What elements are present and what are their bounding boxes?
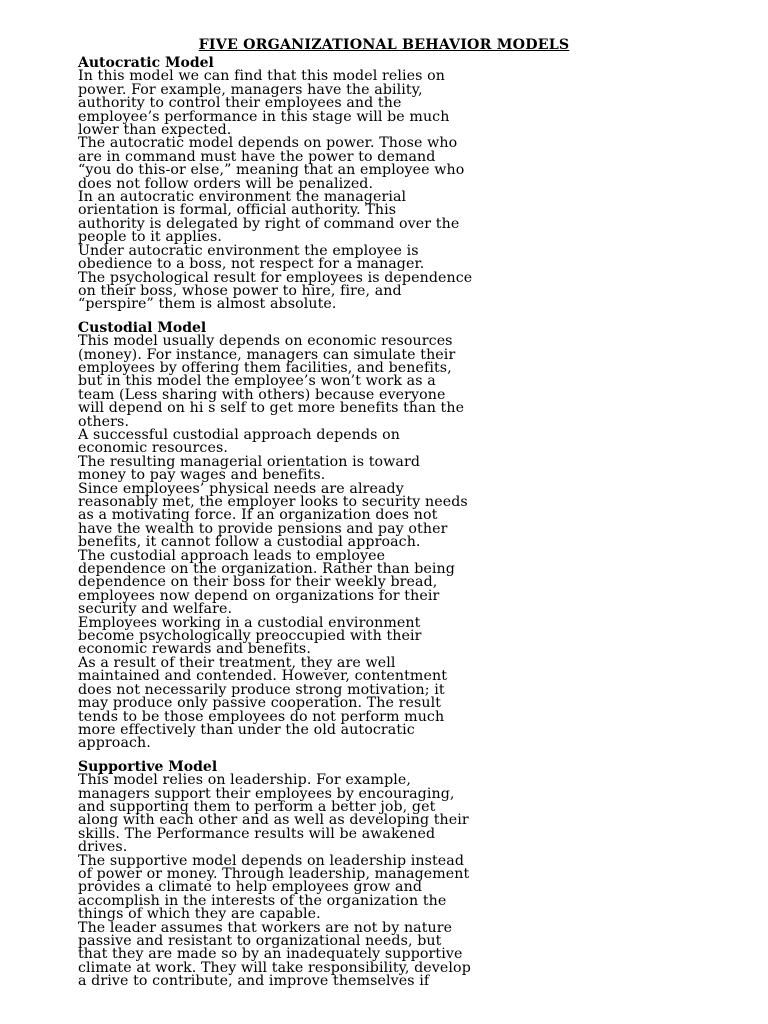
body-text-line: provides a climate to help employees grow and — [78, 879, 422, 896]
body-text-line: In an autocratic environment the managerial — [78, 189, 407, 206]
body-text-line: The resulting managerial orientation is toward — [78, 453, 421, 470]
body-text-line: but in this model the employee’s won’t work as a — [78, 373, 436, 390]
body-text-line: The custodial approach leads to employee — [78, 547, 386, 564]
body-text-line: are in command must have the power to demand — [78, 148, 436, 165]
body-text-line: Since employees’ physical needs are already — [78, 480, 404, 497]
body-text-line: obedience to a boss, not respect for a manager. — [78, 256, 425, 273]
body-text-line: dependence on the organization. Rather than being — [78, 561, 455, 578]
section — [78, 758, 698, 990]
body-text-line: The leader assumes that workers are not by nature — [78, 919, 453, 936]
body-text-line: reasonably met, the employer looks to security needs — [78, 494, 468, 510]
body-text-line: people to it applies. — [78, 229, 223, 246]
body-text-line: economic resources. — [78, 440, 228, 457]
body-text-line: Under autocratic environment the employee is — [78, 242, 419, 259]
body-text-line: authority is delegated by right of command over the — [78, 215, 460, 232]
section-heading: Supportive Model — [78, 758, 218, 775]
body-text-line: employees by offering them facilities, and benefits, — [78, 359, 452, 376]
body-text-line: As a result of their treatment, they are well — [78, 654, 396, 671]
body-text-line: become psychologically preoccupied with their — [78, 628, 422, 645]
body-text-line: skills. The Performance results will be awakened — [78, 825, 436, 842]
body-text-line: will depend on hi s self to get more benefits than the — [78, 400, 465, 417]
body-text-line: team (Less sharing with others) because everyone — [78, 386, 446, 403]
body-text-line: authority to control their employees and the — [78, 95, 402, 112]
body-text-line: In this model we can find that this model relies on — [78, 68, 445, 85]
body-text-line: managers support their employees by encouraging, — [78, 785, 455, 802]
body-text-line: that they are made so by an inadequately supportive — [78, 946, 463, 963]
body-text-line: “perspire” them is almost absolute. — [78, 296, 337, 313]
body-text-line: dependence on their boss for their weekly bread, — [78, 574, 438, 591]
body-text-line: benefits, it cannot follow a custodial approach. — [78, 534, 421, 551]
section — [78, 319, 698, 752]
body-text-line: does not follow orders will be penalized. — [78, 175, 374, 192]
body-text-line: tends to be those employees do not perform much — [78, 708, 445, 725]
body-text-line: This model usually depends on economic resources — [78, 333, 453, 350]
body-text-line: climate at work. They will take responsibility, develop — [78, 959, 471, 976]
body-text-line: economic rewards and benefits. — [78, 641, 311, 658]
body-text-line: “you do this-or else,” meaning that an employee who — [78, 162, 465, 179]
body-text-line: The supportive model depends on leadership instead — [78, 852, 465, 869]
body-text-line: employee’s performance in this stage will be much — [78, 108, 450, 125]
body-text-line: have the wealth to provide pensions and pay other — [78, 520, 448, 537]
body-text-line: Employees working in a custodial environment — [78, 614, 421, 631]
body-text-line: accomplish in the interests of the organization the — [78, 892, 447, 909]
body-text-line: passive and resistant to organizational needs, but — [78, 933, 442, 949]
body-text-line: as a motivating force. If an organization does not — [78, 507, 438, 524]
body-text-line: may produce only passive cooperation. The result — [78, 695, 442, 712]
body-text-line: employees now depend on organizations for their — [78, 587, 440, 604]
body-text-line: The autocratic model depends on power. Those who — [78, 135, 458, 152]
body-text-line: money to pay wages and benefits. — [78, 467, 326, 484]
body-text-line: on their boss, whose power to hire, fire, and — [78, 282, 402, 299]
body-text-line: power. For example, managers have the ability, — [78, 81, 423, 98]
body-text-line: (money). For instance, managers can simulate their — [78, 346, 456, 363]
body-text-line: This model relies on leadership. For example, — [78, 772, 412, 789]
body-text-line: lower than expected. — [78, 122, 232, 139]
section-heading: Custodial Model — [78, 319, 207, 336]
section-heading: Autocratic Model — [78, 55, 214, 71]
document-body — [78, 57, 698, 999]
body-text-line: security and welfare. — [78, 601, 233, 618]
body-text-line: along with each other and as well as developing their — [78, 812, 469, 829]
body-text-line: does not necessarily produce strong motivation; it — [78, 681, 445, 698]
body-text-line: approach. — [78, 735, 151, 752]
section — [78, 57, 698, 312]
document-title: FIVE ORGANIZATIONAL BEHAVIOR MODELS — [198, 37, 570, 53]
body-text-line: orientation is formal, official authority. This — [78, 202, 397, 219]
body-text-line: things of which they are capable. — [78, 906, 321, 923]
body-text-line: A successful custodial approach depends on — [78, 426, 401, 443]
body-text-line: and supporting them to perform a better job, get — [78, 798, 436, 815]
body-text-line: The psychological result for employees is dependence — [78, 269, 473, 286]
body-text-line: a drive to contribute, and improve themselves if — [78, 973, 430, 990]
body-text-line: drives. — [78, 839, 128, 856]
body-text-line: others. — [78, 413, 130, 430]
body-text-line: more effectively than under the old autocratic — [78, 721, 415, 738]
body-text-line: maintained and contended. However, contentment — [78, 668, 447, 685]
body-text-line: of power or money. Through leadership, management — [78, 865, 470, 882]
